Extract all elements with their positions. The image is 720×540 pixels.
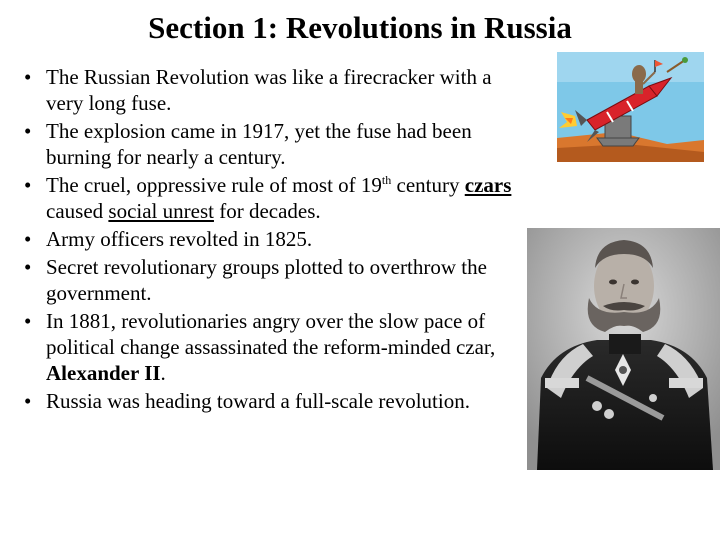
bullet-symbol: • xyxy=(24,309,32,333)
bullet-symbol: • xyxy=(24,65,32,89)
bullet-text-part: . xyxy=(160,361,166,385)
bullet-symbol: • xyxy=(24,389,32,413)
czar-portrait-photo xyxy=(527,228,720,470)
bullet-item xyxy=(24,226,524,252)
bullet-item xyxy=(24,118,524,170)
bullet-text: The Russian Revolution was like a firecracker with a very long fuse. xyxy=(46,65,492,115)
bullet-text xyxy=(46,309,495,385)
bullet-item xyxy=(24,172,524,224)
bullet-text: Secret revolutionary groups plotted to overthrow the government. xyxy=(46,255,487,305)
ordinal-suffix: th xyxy=(381,173,392,187)
bullet-text-part: In 1881, revolutionaries angry over the slow pace of political change assassinated the reform-minded czar, xyxy=(46,309,496,359)
bullet-item xyxy=(24,64,524,116)
bullet-text-part: century xyxy=(391,173,465,197)
bold-name-alexander-ii: Alexander II xyxy=(46,361,161,385)
bullet-symbol: • xyxy=(24,227,32,251)
bullet-item xyxy=(24,254,524,306)
cartoon-rocket-illustration xyxy=(557,52,704,162)
slide-title: Section 1: Revolutions in Russia xyxy=(148,10,572,45)
bullet-text: The explosion came in 1917, yet the fuse had been burning for nearly a century. xyxy=(46,119,472,169)
bullet-item xyxy=(24,388,524,414)
bullet-text: Russia was heading toward a full-scale revolution. xyxy=(46,389,470,413)
bullet-symbol: • xyxy=(24,119,32,143)
bullet-text-part: The cruel, oppressive rule of most of 19 xyxy=(46,173,382,197)
bullet-text-part: caused xyxy=(46,199,109,223)
underlined-term-czars: czars xyxy=(464,173,512,197)
bullet-item xyxy=(24,308,524,386)
bullet-symbol: • xyxy=(24,255,32,279)
bullet-text xyxy=(46,173,511,223)
bullet-symbol: • xyxy=(24,173,32,197)
underlined-term-social-unrest: social unrest xyxy=(108,199,214,223)
bullet-list xyxy=(24,64,524,416)
bullet-text: Army officers revolted in 1825. xyxy=(46,227,313,251)
bullet-text-part: for decades. xyxy=(213,199,321,223)
